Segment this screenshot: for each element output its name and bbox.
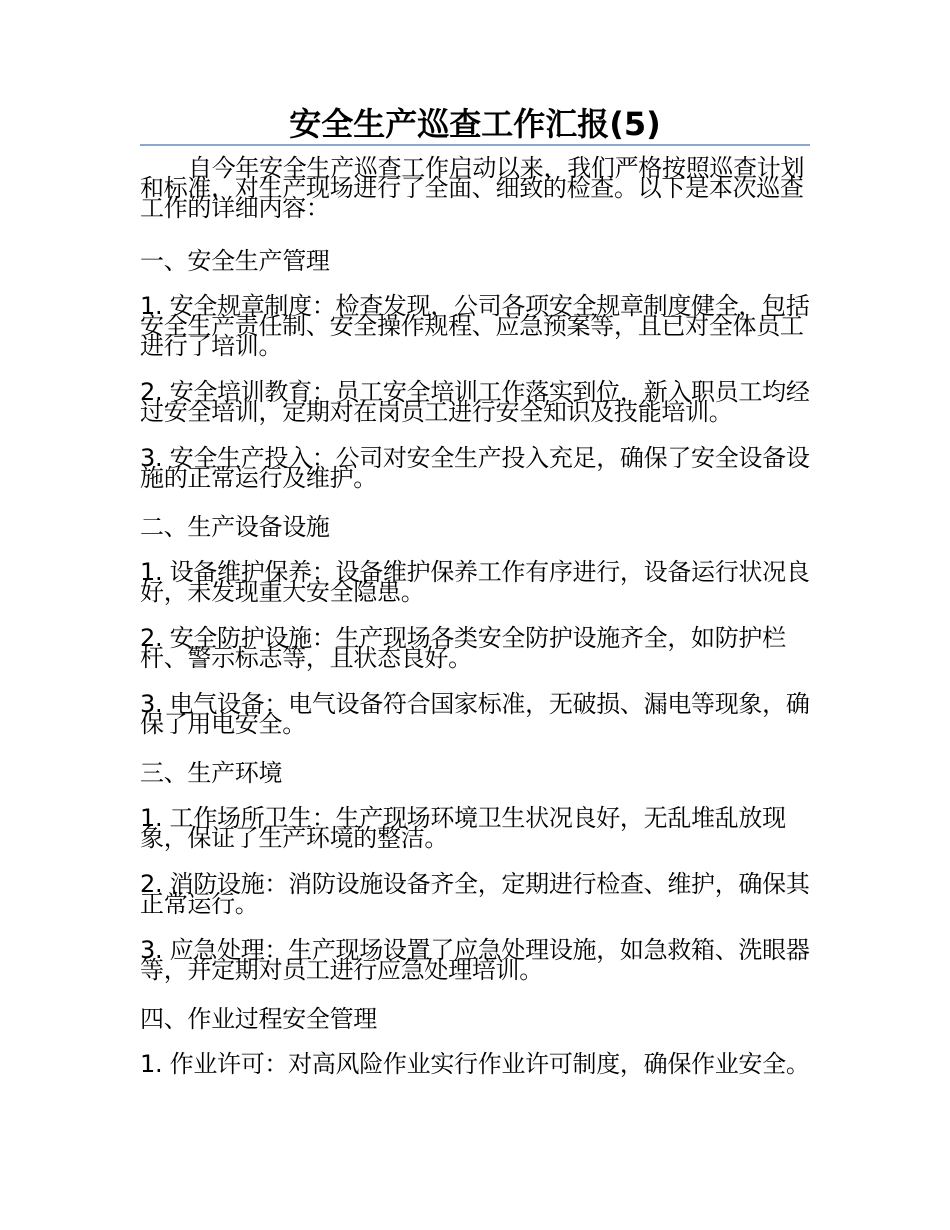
- intro-paragraph: 自今年安全生产巡查工作启动以来，我们严格按照巡查计划和标准，对生产现场进行了全面、细致的检查。以下是本次巡查工作的详细内容：: [140, 154, 805, 222]
- document-page: [140, 104, 810, 1078]
- section-4-item-1: 1. 作业许可：对高风险作业实行作业许可制度，确保作业安全。: [140, 1050, 810, 1078]
- section-1-item-1: 1. 安全规章制度：检查发现，公司各项安全规章制度健全，包括安全生产责任制、安全操作规程、应急预案等，且已对全体员工进行了培训。: [140, 292, 810, 360]
- document-title: 安全生产巡查工作汇报(5): [289, 105, 661, 143]
- section-1-item-3: 3. 安全生产投入：公司对安全生产投入充足，确保了安全设备设施的正常运行及维护。: [140, 444, 810, 492]
- section-3-item-2: 2. 消防设施：消防设施设备齐全，定期进行检查、维护，确保其正常运行。: [140, 870, 810, 918]
- section-1-item-2: 2. 安全培训教育：员工安全培训工作落实到位，新入职员工均经过安全培训，定期对在岗员工进行安全知识及技能培训。: [140, 378, 810, 426]
- section-heading-3: 三、生产环境: [140, 759, 283, 787]
- section-2-item-2: 2. 安全防护设施：生产现场各类安全防护设施齐全，如防护栏杆、警示标志等，且状态良好。: [140, 624, 786, 672]
- section-2-item-3: 3. 电气设备：电气设备符合国家标准，无破损、漏电等现象，确保了用电安全。: [140, 690, 810, 738]
- section-3-item-3: 3. 应急处理：生产现场设置了应急处理设施，如急救箱、洗眼器等，并定期对员工进行应急处理培训。: [140, 936, 810, 984]
- section-heading-4: 四、作业过程安全管理: [140, 1005, 377, 1033]
- section-2-item-1: 1. 设备维护保养：设备维护保养工作有序进行，设备运行状况良好，未发现重大安全隐患。: [140, 558, 810, 606]
- title-underline: [140, 144, 810, 146]
- section-heading-2: 二、生产设备设施: [140, 513, 330, 541]
- section-3-item-1: 1. 工作场所卫生：生产现场环境卫生状况良好，无乱堆乱放现象，保证了生产环境的整洁。: [140, 804, 786, 852]
- section-heading-1: 一、安全生产管理: [140, 247, 330, 275]
